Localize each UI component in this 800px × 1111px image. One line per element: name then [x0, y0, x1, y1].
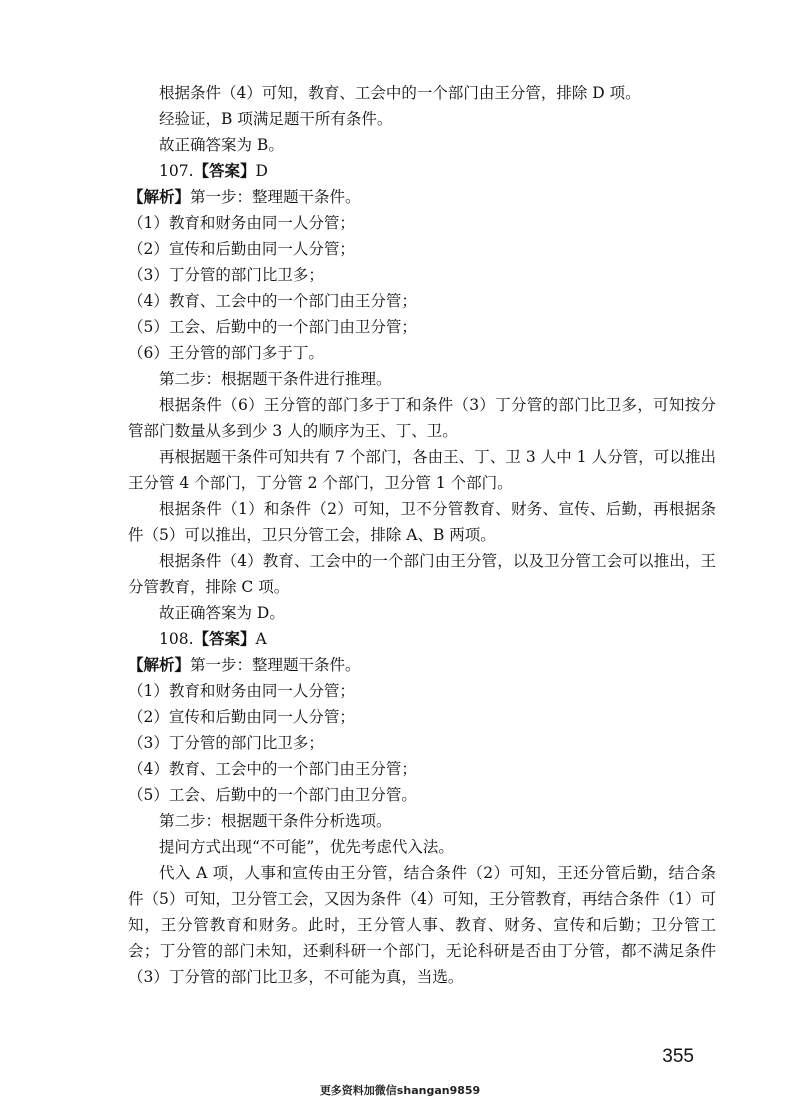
question-108-answer-line: [128, 626, 716, 652]
condition-item: （4）教育、工会中的一个部门由王分管；: [128, 760, 417, 778]
condition-item: （5）工会、后勤中的一个部门由卫分管。: [128, 786, 417, 804]
answer-value: A: [255, 630, 267, 648]
paragraph: 根据条件（4）教育、工会中的一个部门由王分管，以及卫分管工会可以推出，王分管教育，排除 C 项。: [128, 552, 716, 596]
paragraph: 代入 A 项，人事和宣传由王分管，结合条件（2）可知，王还分管后勤，结合条件（5）可知，卫分管工会，又因为条件（4）可知，王分管教育，再结合条件（1）可知，王分管教育和财务。此时，王分管人事、教育、财务、宣传和后勤；卫分管工会；丁分管的部门未知，还剩科研一个部门，无论科研是否由丁分管，都不满足条件（3）丁分管的部门比卫多，不可能为真，当选。: [128, 864, 716, 986]
analysis-label: 【解析】: [128, 187, 191, 206]
condition-item: （3）丁分管的部门比卫多；: [128, 266, 324, 284]
paragraph: 根据条件（6）王分管的部门多于丁和条件（3）丁分管的部门比卫多，可知按分管部门数量从多到少 3 人的顺序为王、丁、卫。: [128, 396, 716, 440]
condition-item: （3）丁分管的部门比卫多；: [128, 734, 324, 752]
question-number: 107.: [159, 162, 194, 180]
answer-label: 【答案】: [193, 629, 256, 648]
paragraph: 根据条件（4）可知，教育、工会中的一个部门由王分管，排除 D 项。: [159, 84, 641, 102]
page-number: 355: [662, 1046, 694, 1067]
analysis-step: 第二步：根据题干条件进行推理。: [159, 370, 392, 388]
analysis-step: 第一步：整理题干条件。: [190, 656, 361, 674]
paragraph: 再根据题干条件可知共有 7 个部门，各由王、丁、卫 3 人中 1 人分管，可以推出王分管 4 个部门，丁分管 2 个部门，卫分管 1 个部门。: [128, 448, 716, 492]
question-number: 108.: [159, 630, 194, 648]
condition-item: （2）宣传和后勤由同一人分管；: [128, 240, 355, 258]
condition-item: （6）王分管的部门多于丁。: [128, 344, 324, 362]
analysis-step: 第二步：根据题干条件分析选项。: [159, 812, 392, 830]
condition-item: （4）教育、工会中的一个部门由王分管；: [128, 292, 417, 310]
paragraph: 故正确答案为 B。: [159, 136, 284, 154]
footer-note: 更多资料加微信shangan9859: [319, 1084, 481, 1097]
condition-item: （5）工会、后勤中的一个部门由卫分管；: [128, 318, 417, 336]
paragraph: 经验证，B 项满足题干所有条件。: [159, 110, 393, 128]
question-107-analysis-line: [128, 184, 716, 210]
condition-item: （1）教育和财务由同一人分管；: [128, 682, 355, 700]
condition-item: （1）教育和财务由同一人分管；: [128, 214, 355, 232]
question-107-answer-line: [128, 158, 716, 184]
answer-value: D: [255, 162, 268, 180]
paragraph: 提问方式出现“不可能”，优先考虑代入法。: [159, 838, 454, 856]
analysis-label: 【解析】: [128, 655, 191, 674]
question-108-analysis-line: [128, 652, 716, 678]
analysis-step: 第一步：整理题干条件。: [190, 188, 361, 206]
paragraph: 故正确答案为 D。: [159, 604, 285, 622]
condition-item: （2）宣传和后勤由同一人分管；: [128, 708, 355, 726]
page-content: [128, 80, 716, 990]
answer-label: 【答案】: [193, 161, 256, 180]
paragraph: 根据条件（1）和条件（2）可知，卫不分管教育、财务、宣传、后勤，再根据条件（5）可以推出，卫只分管工会，排除 A、B 两项。: [128, 500, 716, 544]
